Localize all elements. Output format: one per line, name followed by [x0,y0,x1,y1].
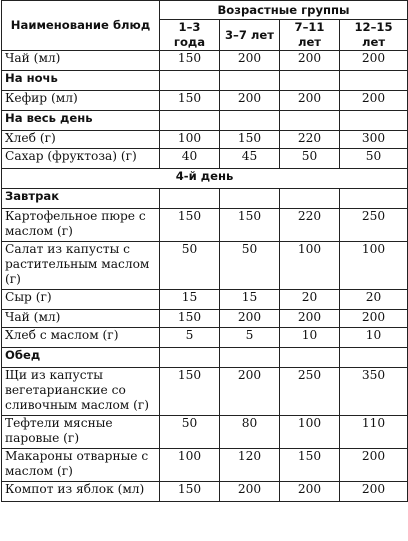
table-row [2,209,408,242]
portion-value-cell: 150 [160,91,220,111]
empty-cell [340,348,408,368]
empty-cell [160,189,220,209]
dish-column-header: Наименование блюд [2,1,160,51]
portion-value-cell: 50 [160,416,220,449]
portion-value-cell: 220 [280,209,340,242]
portion-value-cell: 50 [280,149,340,169]
table-row [2,416,408,449]
portion-value-cell: 200 [280,482,340,502]
portion-value-cell: 200 [340,482,408,502]
portion-value-cell: 100 [280,416,340,449]
portion-value-cell: 120 [220,449,280,482]
portion-value-cell: 40 [160,149,220,169]
portion-value-cell: 45 [220,149,280,169]
age-column-header: 3–7 лет [220,20,280,51]
empty-cell [280,189,340,209]
section-heading: Обед [2,348,160,368]
portion-value-cell: 10 [340,328,408,348]
menu-table [1,0,408,502]
table-row [2,310,408,328]
table-row [2,328,408,348]
empty-cell [340,71,408,91]
table-body [2,51,408,502]
portion-value-cell: 150 [160,51,220,71]
empty-cell [340,111,408,131]
empty-cell [340,189,408,209]
portion-value-cell: 20 [280,290,340,310]
portion-value-cell: 200 [340,449,408,482]
empty-cell [220,348,280,368]
dish-name-cell: Салат из капусты с растительным маслом (г) [2,242,160,290]
dish-name-cell: Хлеб (г) [2,131,160,149]
portion-value-cell: 200 [340,91,408,111]
portion-value-cell: 50 [220,242,280,290]
portion-value-cell: 15 [220,290,280,310]
table-header [2,1,408,51]
empty-cell [220,111,280,131]
empty-cell [220,189,280,209]
empty-cell [160,111,220,131]
dish-name-cell: Хлеб с маслом (г) [2,328,160,348]
portion-value-cell: 200 [340,310,408,328]
table-row [2,91,408,111]
portion-value-cell: 200 [220,310,280,328]
empty-cell [280,348,340,368]
portion-value-cell: 200 [220,51,280,71]
portion-value-cell: 100 [280,242,340,290]
age-column-header: 7–11 лет [280,20,340,51]
portion-value-cell: 150 [280,449,340,482]
portion-value-cell: 100 [160,449,220,482]
portion-value-cell: 10 [280,328,340,348]
section-row [2,111,408,131]
empty-cell [220,71,280,91]
portion-value-cell: 350 [340,368,408,416]
portion-value-cell: 20 [340,290,408,310]
portion-value-cell: 150 [220,131,280,149]
section-heading: Завтрак [2,189,160,209]
section-heading: На ночь [2,71,160,91]
section-row [2,71,408,91]
portion-value-cell: 150 [160,482,220,502]
portion-value-cell: 150 [220,209,280,242]
dish-name-cell: Чай (мл) [2,310,160,328]
empty-cell [280,71,340,91]
dish-name-cell: Щи из капусты вегетарианские со сливочным маслом (г) [2,368,160,416]
day-row [2,169,408,189]
table-row [2,131,408,149]
portion-value-cell: 200 [280,310,340,328]
portion-value-cell: 150 [160,368,220,416]
dish-name-cell: Картофельное пюре с маслом (г) [2,209,160,242]
portion-value-cell: 50 [160,242,220,290]
section-heading: На весь день [2,111,160,131]
age-column-header: 12–15 лет [340,20,408,51]
dish-name-cell: Сахар (фруктоза) (г) [2,149,160,169]
table-row [2,449,408,482]
portion-value-cell: 150 [160,209,220,242]
table-row [2,149,408,169]
portion-value-cell: 15 [160,290,220,310]
day-heading: 4-й день [2,169,408,189]
portion-value-cell: 200 [280,91,340,111]
dish-name-cell: Макароны отварные с маслом (г) [2,449,160,482]
dish-name-cell: Тефтели мясные паровые (г) [2,416,160,449]
age-groups-header: Возрастные группы [160,1,408,20]
portion-value-cell: 150 [160,310,220,328]
portion-value-cell: 50 [340,149,408,169]
table-row [2,242,408,290]
portion-value-cell: 300 [340,131,408,149]
section-row [2,189,408,209]
section-row [2,348,408,368]
empty-cell [160,348,220,368]
empty-cell [160,71,220,91]
portion-value-cell: 80 [220,416,280,449]
portion-value-cell: 200 [280,51,340,71]
portion-value-cell: 250 [280,368,340,416]
portion-value-cell: 110 [340,416,408,449]
dish-name-cell: Кефир (мл) [2,91,160,111]
age-column-header: 1–3 года [160,20,220,51]
portion-value-cell: 200 [220,482,280,502]
portion-value-cell: 200 [220,91,280,111]
dish-name-cell: Компот из яблок (мл) [2,482,160,502]
table-row [2,290,408,310]
portion-value-cell: 200 [220,368,280,416]
dish-name-cell: Сыр (г) [2,290,160,310]
portion-value-cell: 5 [220,328,280,348]
portion-value-cell: 200 [340,51,408,71]
portion-value-cell: 100 [340,242,408,290]
table-row [2,482,408,502]
portion-value-cell: 220 [280,131,340,149]
portion-value-cell: 100 [160,131,220,149]
dish-name-cell: Чай (мл) [2,51,160,71]
empty-cell [280,111,340,131]
portion-value-cell: 250 [340,209,408,242]
table-row [2,51,408,71]
table-row [2,368,408,416]
portion-value-cell: 5 [160,328,220,348]
